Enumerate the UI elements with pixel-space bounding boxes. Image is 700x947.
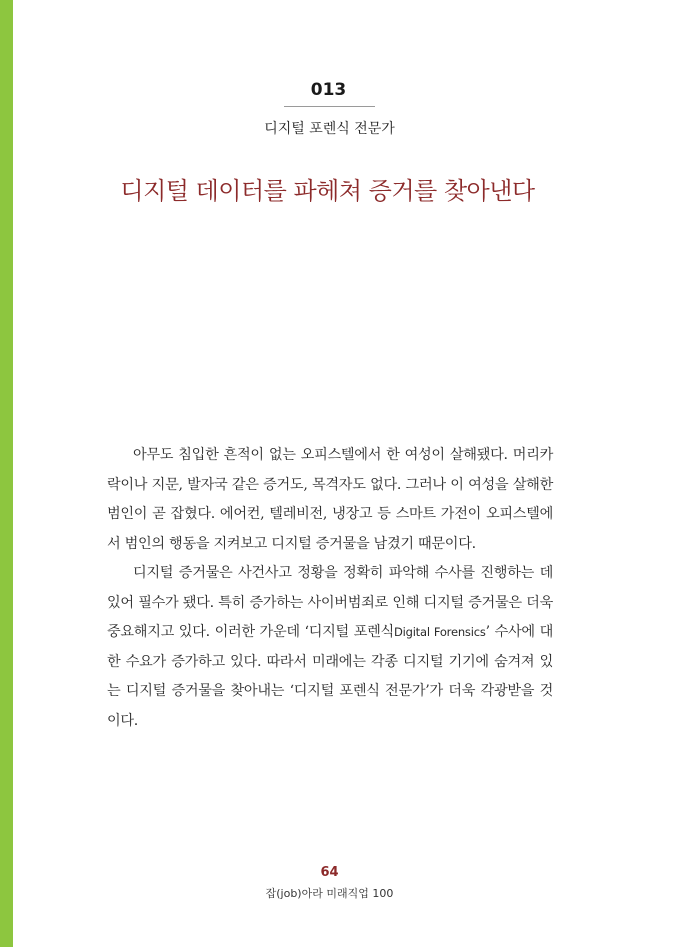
chapter-divider	[284, 106, 375, 107]
chapter-number: 013	[310, 80, 347, 100]
page-number: 64	[320, 865, 339, 880]
body-paragraph-2-part-1: 디지털 증거물은 사건사고 정황을 정확히 파악해 수사를 진행하는 데 있어 필수가 됐다. 특히 증가하는 사이버범죄로 인해 디지털 증거물은 더욱 중요해지고 있다. 이러한 가운데 ‘디지털 포렌식	[107, 565, 553, 640]
body-paragraph-2-part-2: ’ 수사에 대한 수요가 증가하고 있다. 따라서 미래에는 각종 디지털 기기에 숨겨져 있는 디지털 증거물을 찾아내는 ‘디지털 포렌식 전문가’가 더욱 각광받을 것이다.	[107, 624, 553, 729]
book-title: 잡(job)아라 미래직업 100	[265, 887, 394, 900]
body-paragraph-2	[107, 559, 553, 736]
english-term: Digital Forensics	[393, 625, 486, 639]
body-paragraph-1: 아무도 침입한 흔적이 없는 오피스텔에서 한 여성이 살해됐다. 머리카락이나 지문, 발자국 같은 증거도, 목격자도 없다. 그러나 이 여성을 살해한 범인이 곧 잡혔다. 에어컨, 텔레비전, 냉장고 등 스마트 가전이 오피스텔에서 범인의 행동을 지켜보고 디지털 증거물을 남겼기 때문이다.	[107, 447, 553, 552]
chapter-subject: 디지털 포렌식 전문가	[264, 121, 395, 137]
side-color-stripe	[0, 0, 13, 947]
body-text	[107, 441, 553, 736]
headline: 디지털 데이터를 파헤쳐 증거를 찾아낸다	[120, 177, 535, 205]
